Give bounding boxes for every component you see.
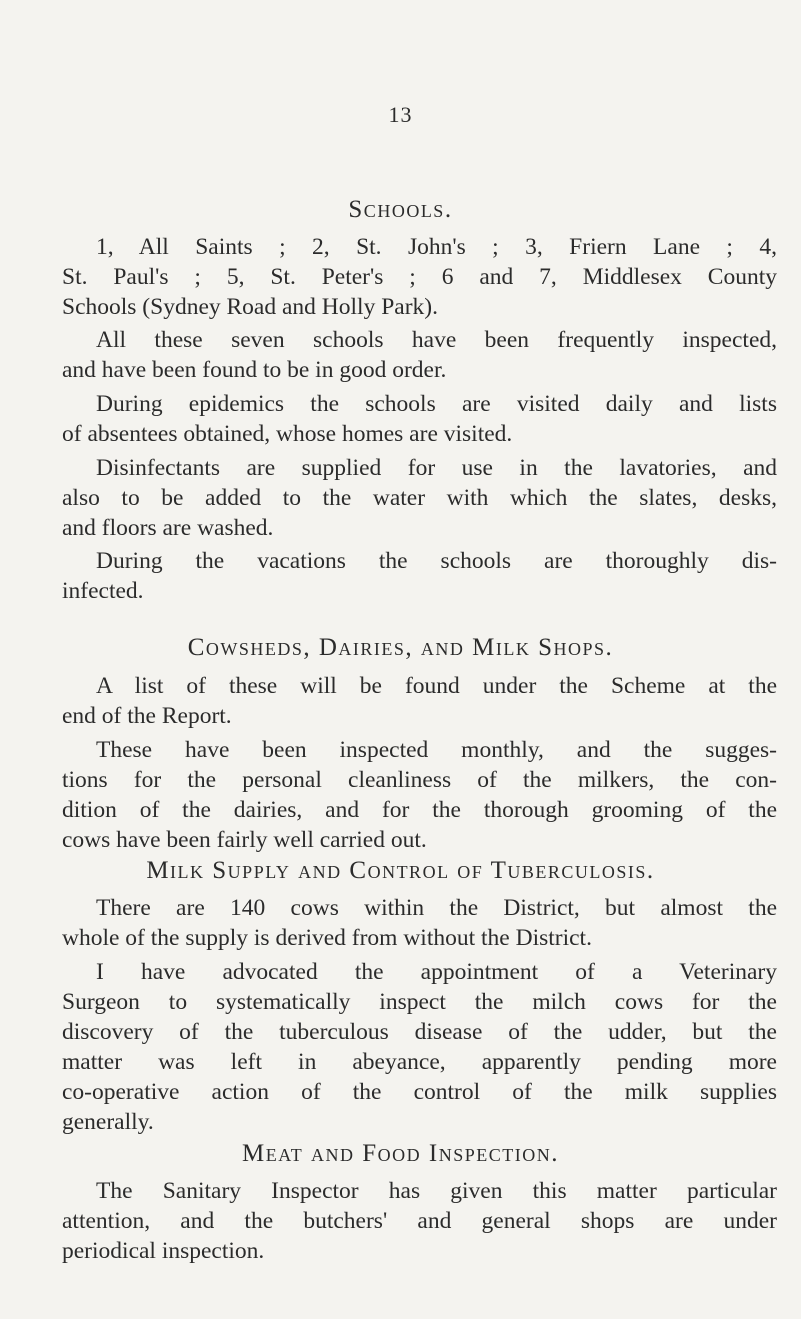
text-line: The Sanitary Inspector has given this matter particular — [96, 1178, 777, 1204]
text-line: During epidemics the schools are visited daily and lists — [96, 391, 777, 417]
section-heading-schools: Schools. — [348, 196, 453, 223]
paragraph — [62, 671, 777, 731]
paragraph — [62, 893, 777, 953]
text-line: matter was left in abeyance, apparently pending more — [62, 1049, 777, 1075]
text-line: infected. — [62, 578, 144, 604]
text-line: These have been inspected monthly, and the sugges- — [96, 737, 777, 763]
paragraph — [62, 453, 777, 543]
text-line: end of the Report. — [62, 703, 232, 729]
text-line: All these seven schools have been frequently inspected, — [96, 327, 777, 353]
paragraph — [62, 1176, 777, 1266]
text-line: Schools (Sydney Road and Holly Park). — [62, 294, 438, 320]
text-line: co-operative action of the control of the milk supplies — [62, 1079, 777, 1105]
paragraph — [62, 735, 777, 855]
paragraph — [62, 546, 777, 606]
paragraph — [62, 232, 777, 322]
text-line: of absentees obtained, whose homes are visited. — [62, 421, 513, 447]
paragraph — [62, 389, 777, 449]
paragraph — [62, 325, 777, 385]
text-line: and floors are washed. — [62, 515, 274, 541]
text-line: There are 140 cows within the District, but almost the — [96, 895, 777, 921]
text-line: generally. — [62, 1109, 154, 1135]
text-line: A list of these will be found under the Scheme at the — [96, 673, 777, 699]
text-line: whole of the supply is derived from without the District. — [62, 925, 592, 951]
text-line: attention, and the butchers' and general shops are under — [62, 1208, 777, 1234]
text-line: tions for the personal cleanliness of the milkers, the con- — [62, 767, 777, 793]
text-line: St. Paul's ; 5, St. Peter's ; 6 and 7, Middlesex County — [62, 264, 777, 290]
text-line: periodical inspection. — [62, 1238, 265, 1264]
section-heading-meat-food: Meat and Food Inspection. — [242, 1140, 559, 1167]
text-line: I have advocated the appointment of a Veterinary — [96, 959, 777, 985]
text-line: discovery of the tuberculous disease of the udder, but the — [62, 1019, 777, 1045]
text-line: and have been found to be in good order. — [62, 357, 447, 383]
text-line: Disinfectants are supplied for use in the lavatories, and — [96, 455, 777, 481]
text-line: dition of the dairies, and for the thorough grooming of the — [62, 797, 777, 823]
section-heading-milk-supply: Milk Supply and Control of Tuberculosis. — [146, 857, 655, 884]
text-line: also to be added to the water with which the slates, desks, — [62, 485, 777, 511]
section-heading-cowsheds: Cowsheds, Dairies, and Milk Shops. — [187, 634, 614, 661]
paragraph — [62, 957, 777, 1137]
text-line: During the vacations the schools are thoroughly dis- — [96, 548, 777, 574]
page-number: 13 — [388, 102, 413, 127]
text-line: 1, All Saints ; 2, St. John's ; 3, Friern Lane ; 4, — [96, 234, 777, 260]
text-line: Surgeon to systematically inspect the milch cows for the — [62, 989, 777, 1015]
text-line: cows have been fairly well carried out. — [62, 827, 427, 853]
